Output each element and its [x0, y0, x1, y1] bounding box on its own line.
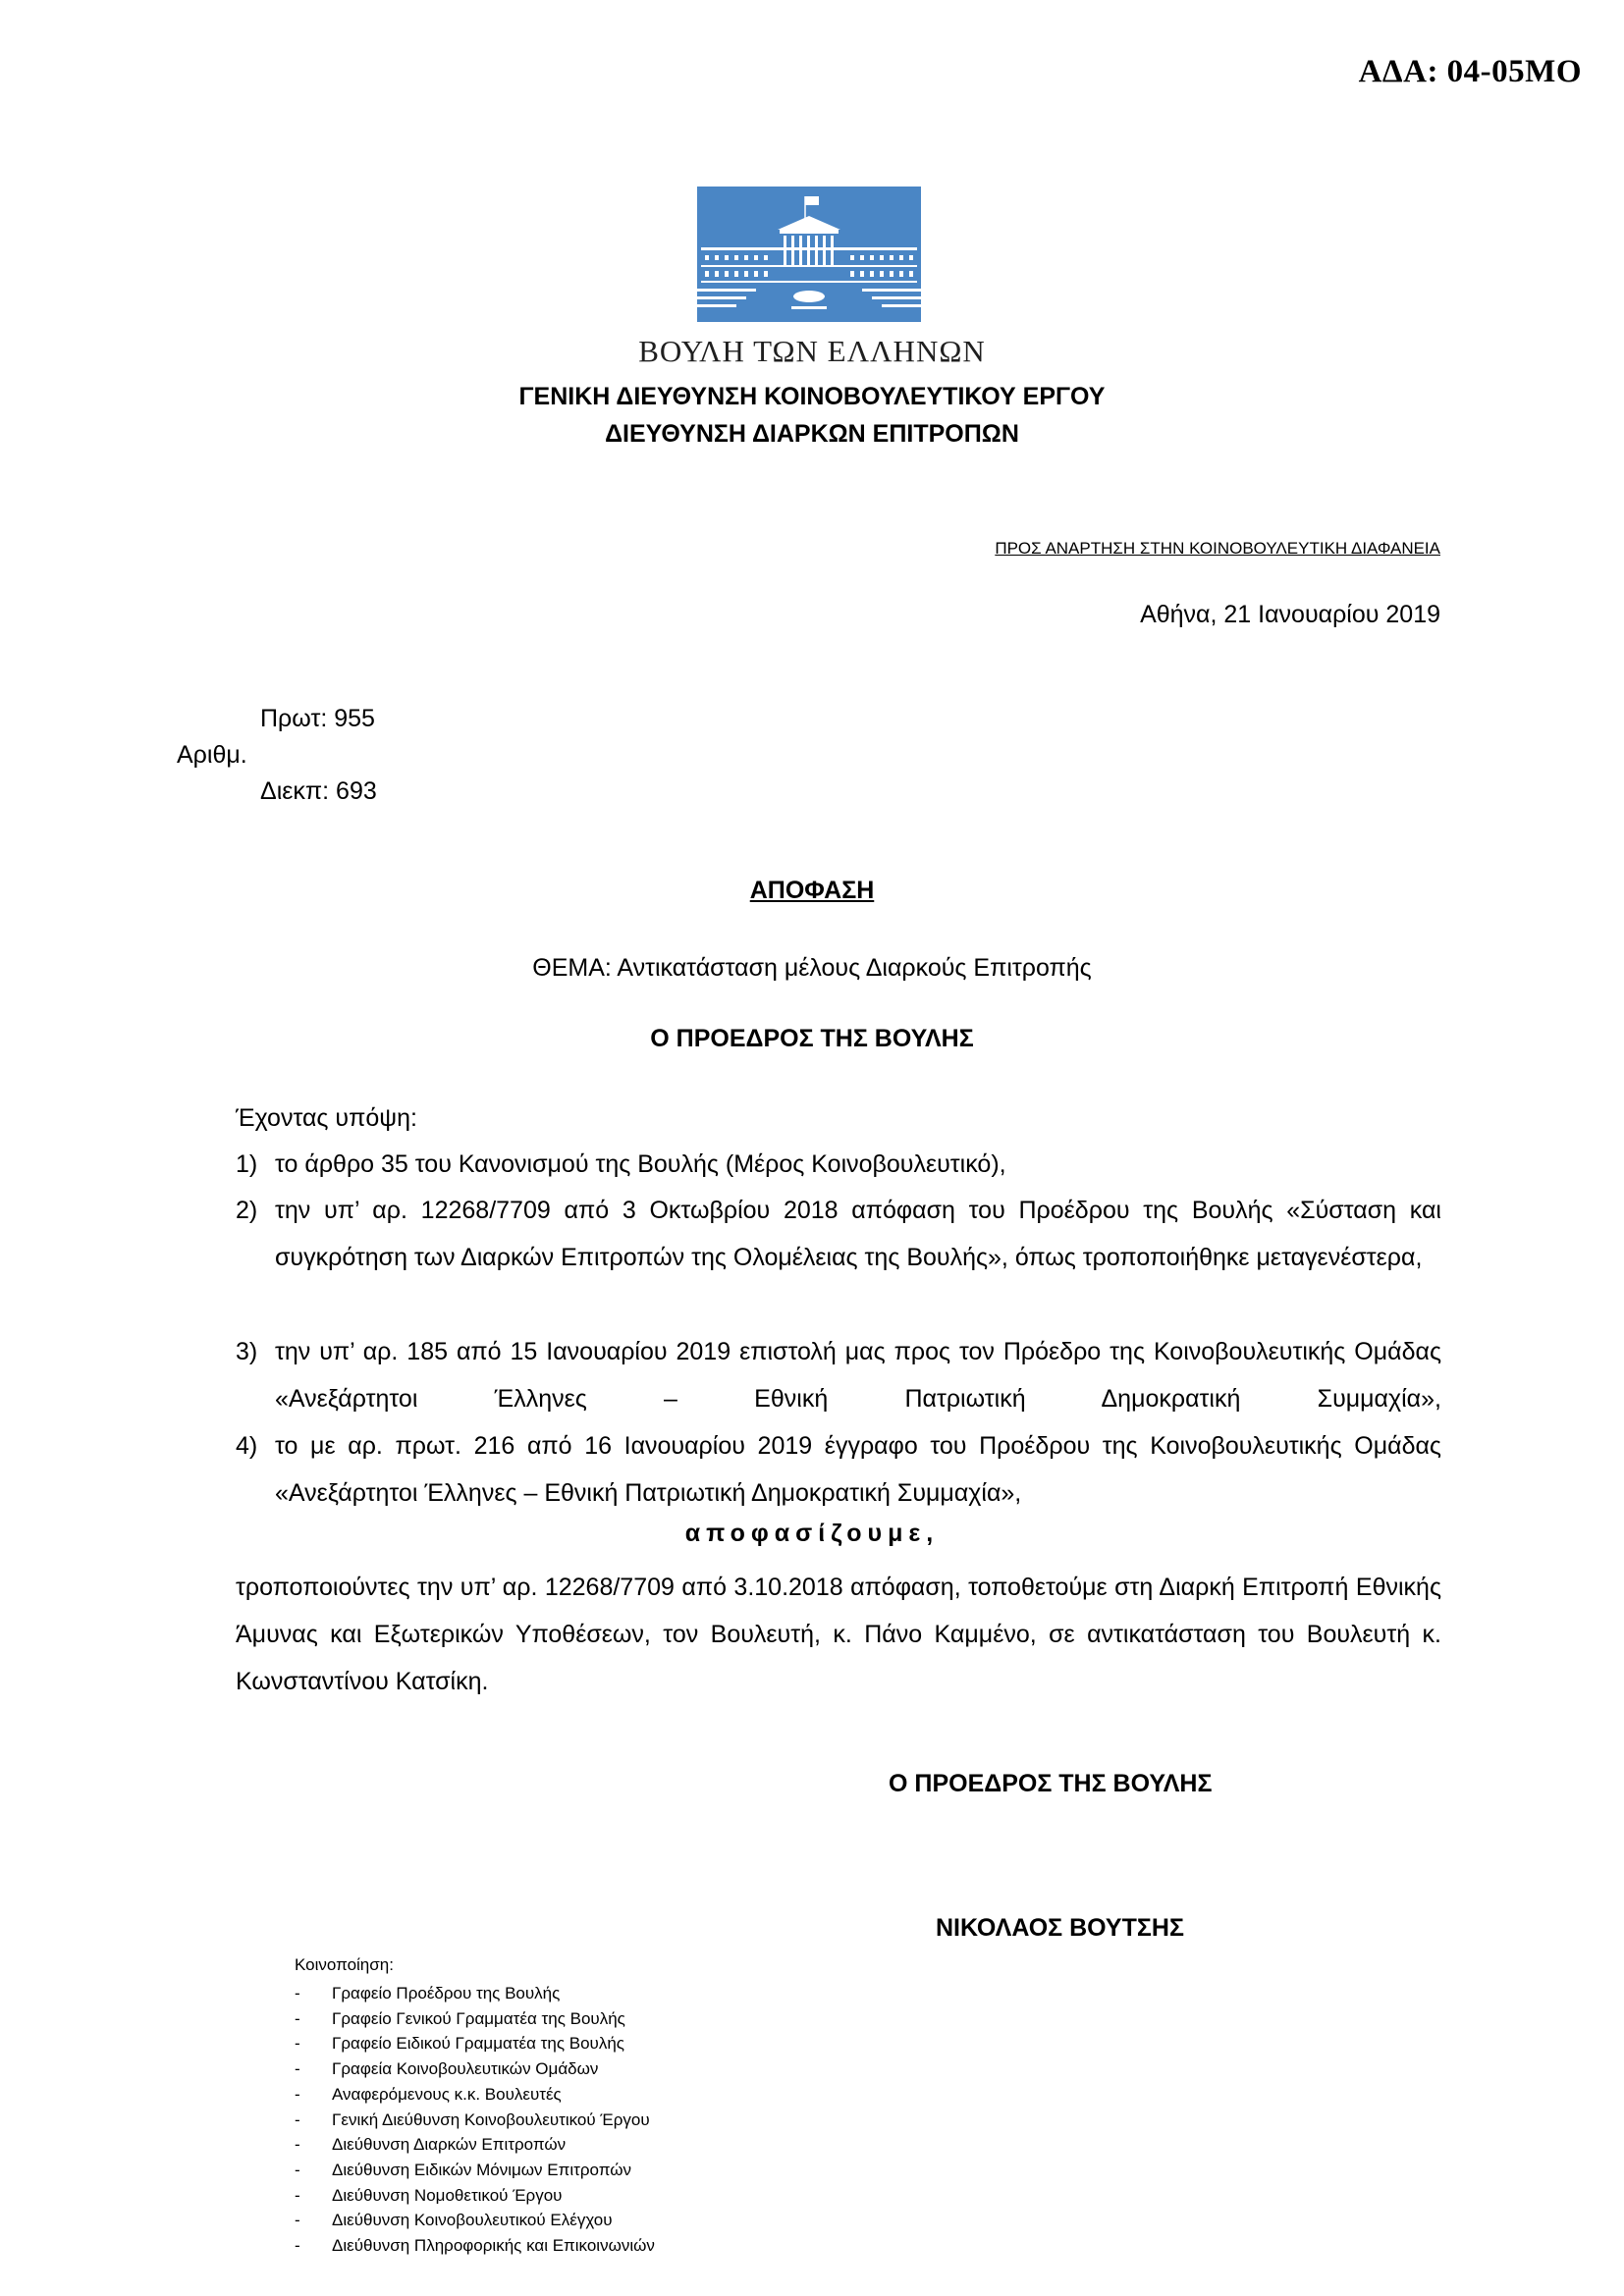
distribution-item: - Διεύθυνση Κοινοβουλευτικού Ελέγχου [295, 2208, 655, 2233]
ada-code: ΑΔΑ: 04-05ΜΟ [1358, 54, 1582, 89]
transparency-notice: ΠΡΟΣ ΑΝΑΡΤΗΣΗ ΣΤΗΝ ΚΟΙΝΟΒΟΥΛΕΥΤΙΚΗ ΔΙΑΦΑΝΕΙΑ [995, 539, 1440, 558]
signature-name: ΝΙΚΟΛΑΟΣ ΒΟΥΤΣΗΣ [936, 1914, 1184, 1942]
considering-item [236, 1187, 1441, 1281]
considering-item [236, 1141, 1441, 1188]
decision-statement: αποφασίζουμε, [684, 1520, 940, 1547]
distribution-item: - Διεύθυνση Ειδικών Μόνιμων Επιτροπών [295, 2158, 655, 2183]
distribution-title: Κοινοποίηση: [295, 1955, 394, 1974]
item-text: το με αρ. πρωτ. 216 από 16 Ιανουαρίου 2019 έγγραφο του Προέδρου της Κοινοβουλευτικής Ομάδας «Ανεξάρτητοι Έλληνες – Εθνική Πατριωτική Δημοκρατική Συμμαχία», [275, 1432, 1441, 1507]
dispatch-number: Διεκπ: 693 [260, 777, 377, 805]
distribution-list [295, 1981, 655, 2259]
document-subject: ΘΕΜΑ: Αντικατάσταση μέλους Διαρκούς Επιτροπής [532, 954, 1092, 982]
distribution-item: - Διεύθυνση Πληροφορικής και Επικοινωνιών [295, 2233, 655, 2259]
distribution-item: - Γενική Διεύθυνση Κοινοβουλευτικού Έργου [295, 2108, 655, 2133]
considering-intro: Έχοντας υπόψη: [236, 1104, 417, 1132]
distribution-item: - Γραφείο Ειδικού Γραμματέα της Βουλής [295, 2031, 655, 2056]
parliament-logo [697, 187, 921, 327]
distribution-item: - Γραφείο Γενικού Γραμματέα της Βουλής [295, 2006, 655, 2032]
item-number: 2) [236, 1197, 258, 1224]
signature-title: Ο ΠΡΟΕΔΡΟΣ ΤΗΣ ΒΟΥΛΗΣ [889, 1770, 1213, 1797]
item-text: την υπ’ αρ. 185 από 15 Ιανουαρίου 2019 επιστολή μας προς τον Πρόεδρο της Κοινοβουλευτικής Ομάδας «Ανεξάρτητοι Έλληνες – Εθνική Πατριωτική Δημοκρατική Συμμαχία», [275, 1338, 1441, 1413]
committees-directorate: ΔΙΕΥΘΥΝΣΗ ΔΙΑΡΚΩΝ ΕΠΙΤΡΟΠΩΝ [605, 420, 1019, 448]
considering-item [236, 1328, 1441, 1422]
distribution-item: - Διεύθυνση Νομοθετικού Έργου [295, 2183, 655, 2209]
distribution-item: - Γραφεία Κοινοβουλευτικών Ομάδων [295, 2056, 655, 2082]
item-text: το άρθρο 35 του Κανονισμού της Βουλής (Μέρος Κοινοβουλευτικό), [275, 1150, 1006, 1178]
document-date: Αθήνα, 21 Ιανουαρίου 2019 [1140, 601, 1440, 628]
item-text: την υπ’ αρ. 12268/7709 από 3 Οκτωβρίου 2018 απόφαση του Προέδρου της Βουλής «Σύσταση και συγκρότηση των Διαρκών Επιτροπών της Ολομέλειας της Βουλής», όπως τροποποιήθηκε μεταγενέστερα, [275, 1197, 1441, 1271]
number-label: Αριθμ. [177, 741, 247, 769]
parliament-building-icon [697, 187, 921, 322]
item-number: 4) [236, 1432, 258, 1460]
document-title: ΑΠΟΦΑΣΗ [749, 877, 875, 904]
president-heading: Ο ΠΡΟΕΔΡΟΣ ΤΗΣ ΒΟΥΛΗΣ [650, 1025, 974, 1052]
decision-text: τροποποιούντες την υπ’ αρ. 12268/7709 από 3.10.2018 απόφαση, τοποθετούμε στη Διαρκή Επιτροπή Εθνικής Άμυνας και Εξωτερικών Υποθέσεων, τον Βουλευτή, κ. Πάνο Καμμένο, σε αντικατάσταση του Βουλευτή κ. Κωνσταντίνου Κατσίκη. [236, 1574, 1441, 1695]
considering-item [236, 1422, 1441, 1517]
item-number: 1) [236, 1150, 258, 1178]
organization-name: ΒΟΥΛΗ ΤΩΝ ΕΛΛΗΝΩΝ [638, 334, 986, 368]
item-number: 3) [236, 1338, 258, 1365]
protocol-number: Πρωτ: 955 [260, 705, 375, 732]
distribution-item: - Γραφείο Προέδρου της Βουλής [295, 1981, 655, 2006]
distribution-item: - Αναφερόμενους κ.κ. Βουλευτές [295, 2082, 655, 2108]
general-directorate: ΓΕΝΙΚΗ ΔΙΕΥΘΥΝΣΗ ΚΟΙΝΟΒΟΥΛΕΥΤΙΚΟΥ ΕΡΓΟΥ [518, 383, 1106, 410]
distribution-item: - Διεύθυνση Διαρκών Επιτροπών [295, 2132, 655, 2158]
